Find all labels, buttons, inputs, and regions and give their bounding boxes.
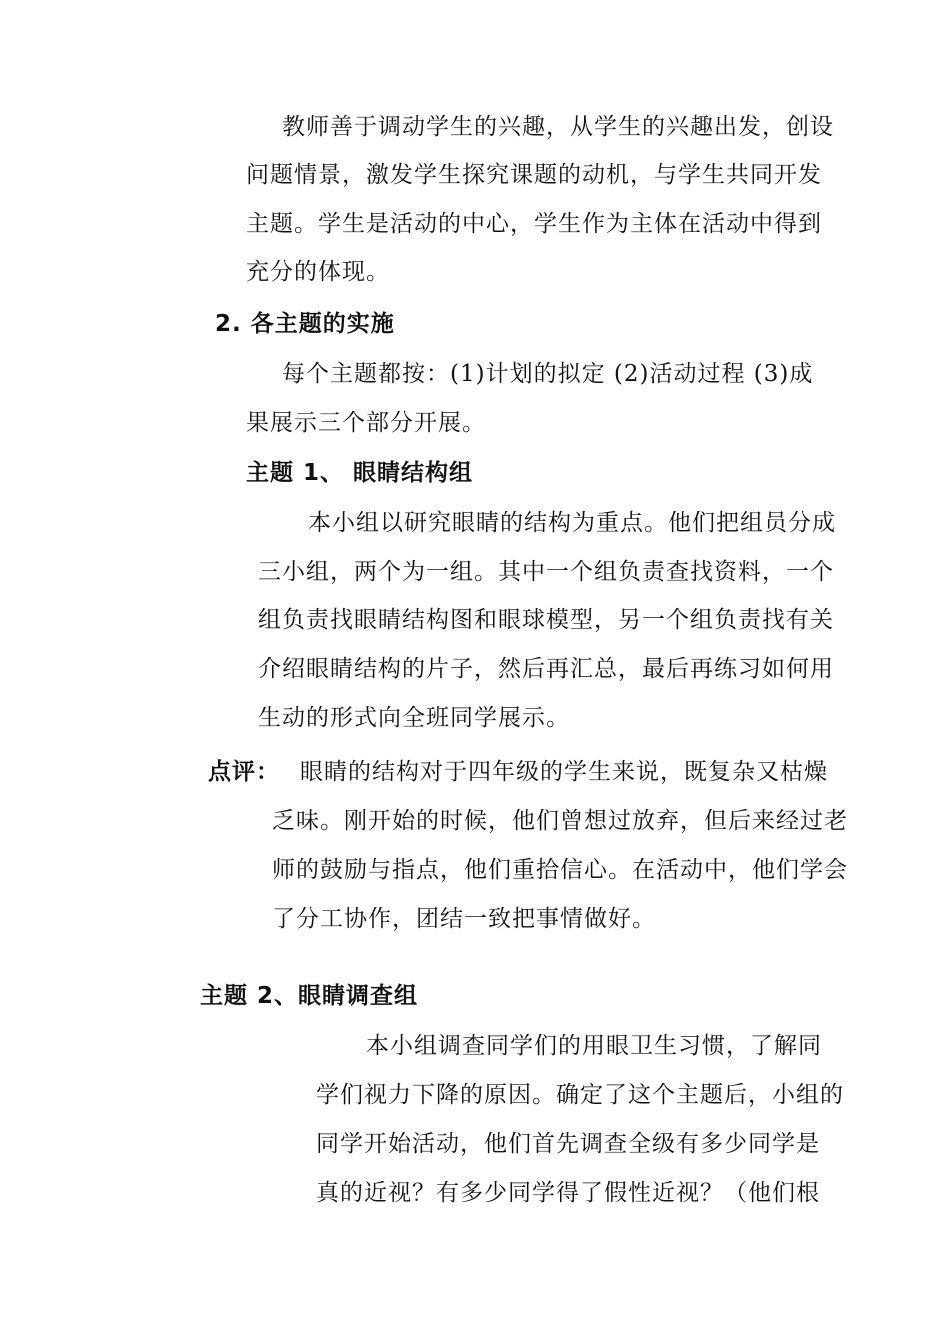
theme-2-heading: 主题 2、眼睛调查组 [200, 983, 419, 1009]
intro-line-3: 主题。学生是活动的中心，学生作为主体在活动中得到 [246, 211, 822, 237]
comment-label: 点评： [208, 759, 280, 785]
theme-2-line-1: 本小组调查同学们的用眼卫生习惯，了解同 [366, 1033, 822, 1059]
section-2-line-2: 果展示三个部分开展。 [246, 410, 486, 436]
section-2-line-1: 每个主题都按：(1)计划的拟定 (2)活动过程 (3)成 [282, 361, 814, 387]
comment-line-4: 了分工协作，团结一致把事情做好。 [272, 906, 656, 932]
comment-line-2: 乏味。刚开始的时候，他们曾想过放弃，但后来经过老 [272, 808, 848, 834]
theme-1-line-2: 三小组，两个为一组。其中一个组负责查找资料，一个 [258, 559, 834, 585]
theme-2-line-3: 同学开始活动，他们首先调查全级有多少同学是 [316, 1131, 820, 1157]
comment-line-1: 眼睛的结构对于四年级的学生来说，既复杂又枯燥 [300, 759, 828, 785]
intro-line-1: 教师善于调动学生的兴趣，从学生的兴趣出发，创设 [282, 114, 834, 140]
theme-2-line-4: 真的近视？有多少同学得了假性近视？（他们根 [316, 1180, 820, 1206]
theme-1-line-3: 组负责找眼睛结构图和眼球模型，另一个组负责找有关 [258, 607, 834, 633]
comment-line-3: 师的鼓励与指点，他们重拾信心。在活动中，他们学会 [272, 857, 848, 883]
theme-1-line-1: 本小组以研究眼睛的结构为重点。他们把组员分成 [308, 510, 836, 536]
intro-line-2: 问题情景，激发学生探究课题的动机，与学生共同开发 [246, 162, 822, 188]
theme-1-line-4: 介绍眼睛结构的片子，然后再汇总，最后再练习如何用 [258, 656, 834, 682]
theme-1-heading: 主题 1、 眼睛结构组 [246, 460, 474, 486]
theme-2-line-2: 学们视力下降的原因。确定了这个主题后，小组的 [316, 1082, 844, 1108]
theme-1-line-5: 生动的形式向全班同学展示。 [258, 705, 570, 731]
section-2-heading: 2. 各主题的实施 [215, 311, 395, 337]
intro-line-4: 充分的体现。 [246, 259, 390, 285]
